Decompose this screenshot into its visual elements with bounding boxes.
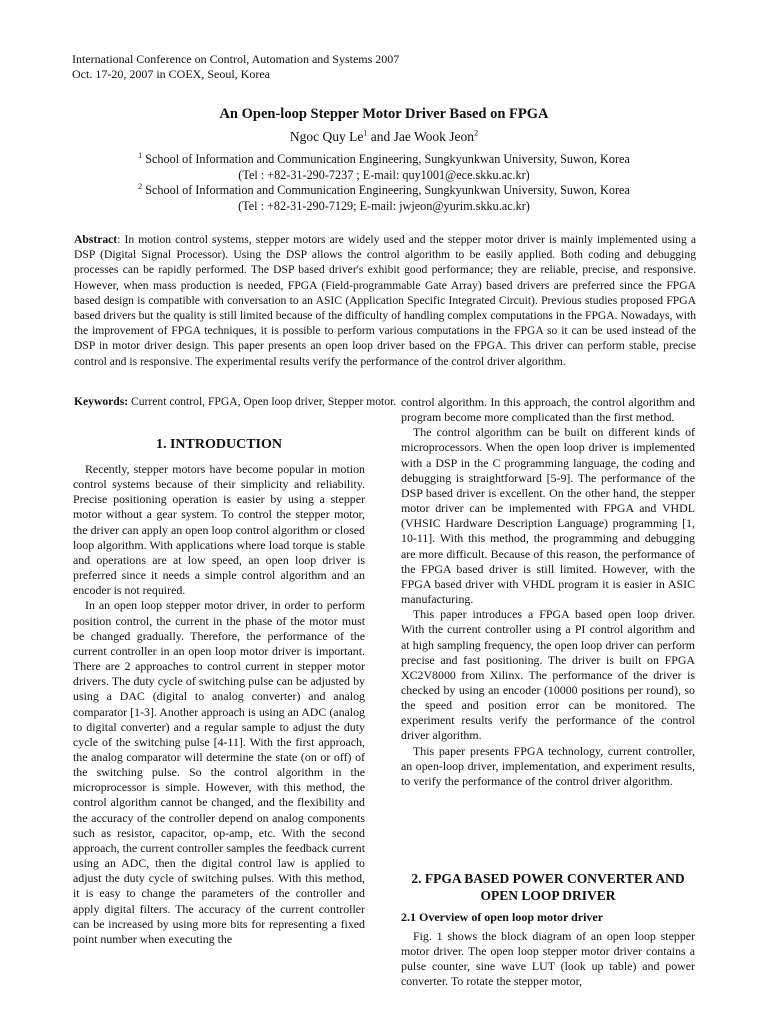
- affiliation-1-mark: 1: [138, 150, 143, 160]
- conference-date-venue: Oct. 17-20, 2007 in COEX, Seoul, Korea: [72, 67, 270, 81]
- affiliation-1-contact: (Tel : +82-31-290-7237 ; E-mail: quy1001@ece.skku.ac.kr): [238, 167, 530, 182]
- intro-paragraph-1: Recently, stepper motors have become popular in motion control systems because of their simplicity and reliability. Precise positioning operation is easier by using a stepper motor without a gear system. To control the stepper motor, the driver can apply an open loop control algorithm or closed loop algorithm. With applications where load torque is stable and operations are at low speed, an open loop driver is preferred since it needs a simple control algorithm and an encoder is not required.: [73, 462, 365, 598]
- affiliation-2-contact: (Tel : +82-31-290-7129; E-mail: jwjeon@yurim.skku.ac.kr): [238, 198, 530, 213]
- conference-header: [72, 52, 399, 82]
- intro-paragraph-4: This paper introduces a FPGA based open loop driver. With the current controller using a PI control algorithm and at high sampling frequency, the open loop driver can perform precise and fast positioning. The driver is built on FPGA XC2V8000 from Xilinx. The performance of the driver is checked by using an encoder (10000 positions per round), so the speed and position error can be monitored. The experiment results verify the performance of the control driver algorithm.: [401, 607, 695, 743]
- affiliation-2-text: School of Information and Communication Engineering, Sungkyunkwan University, Suwon, Korea: [145, 183, 630, 197]
- affiliations: [0, 152, 768, 214]
- affiliation-1: [0, 152, 768, 168]
- abstract-text: : In motion control systems, stepper motors are widely used and the stepper motor driver is mainly implemented using a DSP (Digital Signal Processor). Using the DSP allows the control algorithm to be easily applied. Both coding and debugging processes can be rapidly performed. The DSP based driver's exhibit good performance; they are reliable, precise, and responsive. However, when mass production is needed, FPGA (Field-programmable Gate Array) based drivers are preferred since the FPGA based design is compatible with conversation to an ASIC (Application Specific Integrated Circuit). Previous studies proposed FPGA based drivers but the quality is still limited because of the difficulty of handling complex computations in the FPGA. Nowadays, with the improvement of FPGA techniques, it is possible to perform various computations in the FPGA so it can be used instead of the DSP in motor driver design. This paper presents an open loop driver based on the FPGA. This driver can perform stable, precise control and is responsive. The experimental results verify the performance of the control driver algorithm.: [74, 233, 696, 368]
- abstract-label: Abstract: [74, 233, 118, 246]
- intro-paragraph-2: In an open loop stepper motor driver, in order to perform position control, the current in the phase of the motor must be changed gradually. Therefore, the performance of the current controller in an open loop motor driver is important. There are 2 approaches to control current in stepper motor drivers. The duty cycle of switching pulse can be adjusted by using a DAC (digital to analog converter) and analog comparator [1-3]. Another approach is using an ADC (analog to digital converter) and a regular sample to adjust the duty cycle of the switching pulse [4-11]. With the first approach, the analog comparator will determine the state (on or off) of the switching pulse. So the control algorithm in the microprocessor is simple. However, with this method, the control algorithm cannot be changed, and the flexibility and the accuracy of the controller depend on analog components such as resistor, capacitor, op-amp, etc. With the second approach, the current controller samples the feedback current using an ADC, then the digital control law is applied to adjust the duty cycle of switching pulses. With this method, it is easy to change the parameters of the controller and apply digital filters. The accuracy of the current controller can be increased by using more bits for representing a fixed point number when executing the: [73, 598, 365, 946]
- subsection-heading-overview: 2.1 Overview of open loop motor driver: [401, 910, 604, 924]
- intro-paragraph-5: This paper presents FPGA technology, current controller, an open-loop driver, implementation, and experiment results, to verify the performance of the control driver algorithm.: [401, 743, 695, 788]
- conference-name: International Conference on Control, Automation and Systems 2007: [72, 52, 400, 66]
- section-heading-line-2: OPEN LOOP DRIVER: [480, 888, 616, 903]
- section2-body: [401, 929, 695, 990]
- section-heading-line-1: 2. FPGA BASED POWER CONVERTER AND: [411, 871, 685, 886]
- abstract: [74, 232, 696, 369]
- keywords-text: Current control, FPGA, Open loop driver, Stepper motor.: [128, 395, 397, 408]
- affiliation-1-text: School of Information and Communication Engineering, Sungkyunkwan University, Suwon, Korea: [145, 152, 630, 166]
- right-column: [401, 395, 695, 789]
- author-1-affiliation-mark: 1: [363, 128, 368, 138]
- author-2-affiliation-mark: 2: [474, 128, 479, 138]
- author-1: Ngoc Quy Le: [289, 129, 364, 144]
- section-heading-fpga-power-converter: [401, 870, 695, 904]
- section2-paragraph-1: Fig. 1 shows the block diagram of an open loop stepper motor driver. The open loop stepper motor driver contains a pulse counter, sine wave LUT (look up table) and power converter. To rotate the stepper motor,: [401, 929, 695, 989]
- section-heading-introduction: 1. INTRODUCTION: [155, 437, 282, 452]
- paper-title: An Open-loop Stepper Motor Driver Based on FPGA: [219, 106, 549, 122]
- continuation-paragraph: control algorithm. In this approach, the control algorithm and program become more complicated than the first method.: [401, 395, 695, 425]
- author-connector: and Jae Wook Jeon: [367, 129, 475, 144]
- author-line: [0, 129, 768, 145]
- keywords-label: Keywords:: [74, 395, 129, 408]
- affiliation-2-mark: 2: [138, 181, 143, 191]
- affiliation-2: [0, 183, 768, 199]
- left-column: [73, 462, 365, 947]
- intro-paragraph-3: The control algorithm can be built on different kinds of microprocessors. When the open loop driver is implemented with a DSP in the C programming language, the coding and debugging is straightforward [5-9]. The performance of the DSP based driver is excellent. On the other hand, the stepper motor driver can be implemented with FPGA and VHDL (VHSIC Hardware Description Language) programming [1, 10-11]. With this method, the programming and debugging are more difficult. Because of this reason, the performance of the FPGA based driver is still limited. However, with the FPGA based driver with VHDL program it is easier in ASIC manufacturing.: [401, 425, 695, 607]
